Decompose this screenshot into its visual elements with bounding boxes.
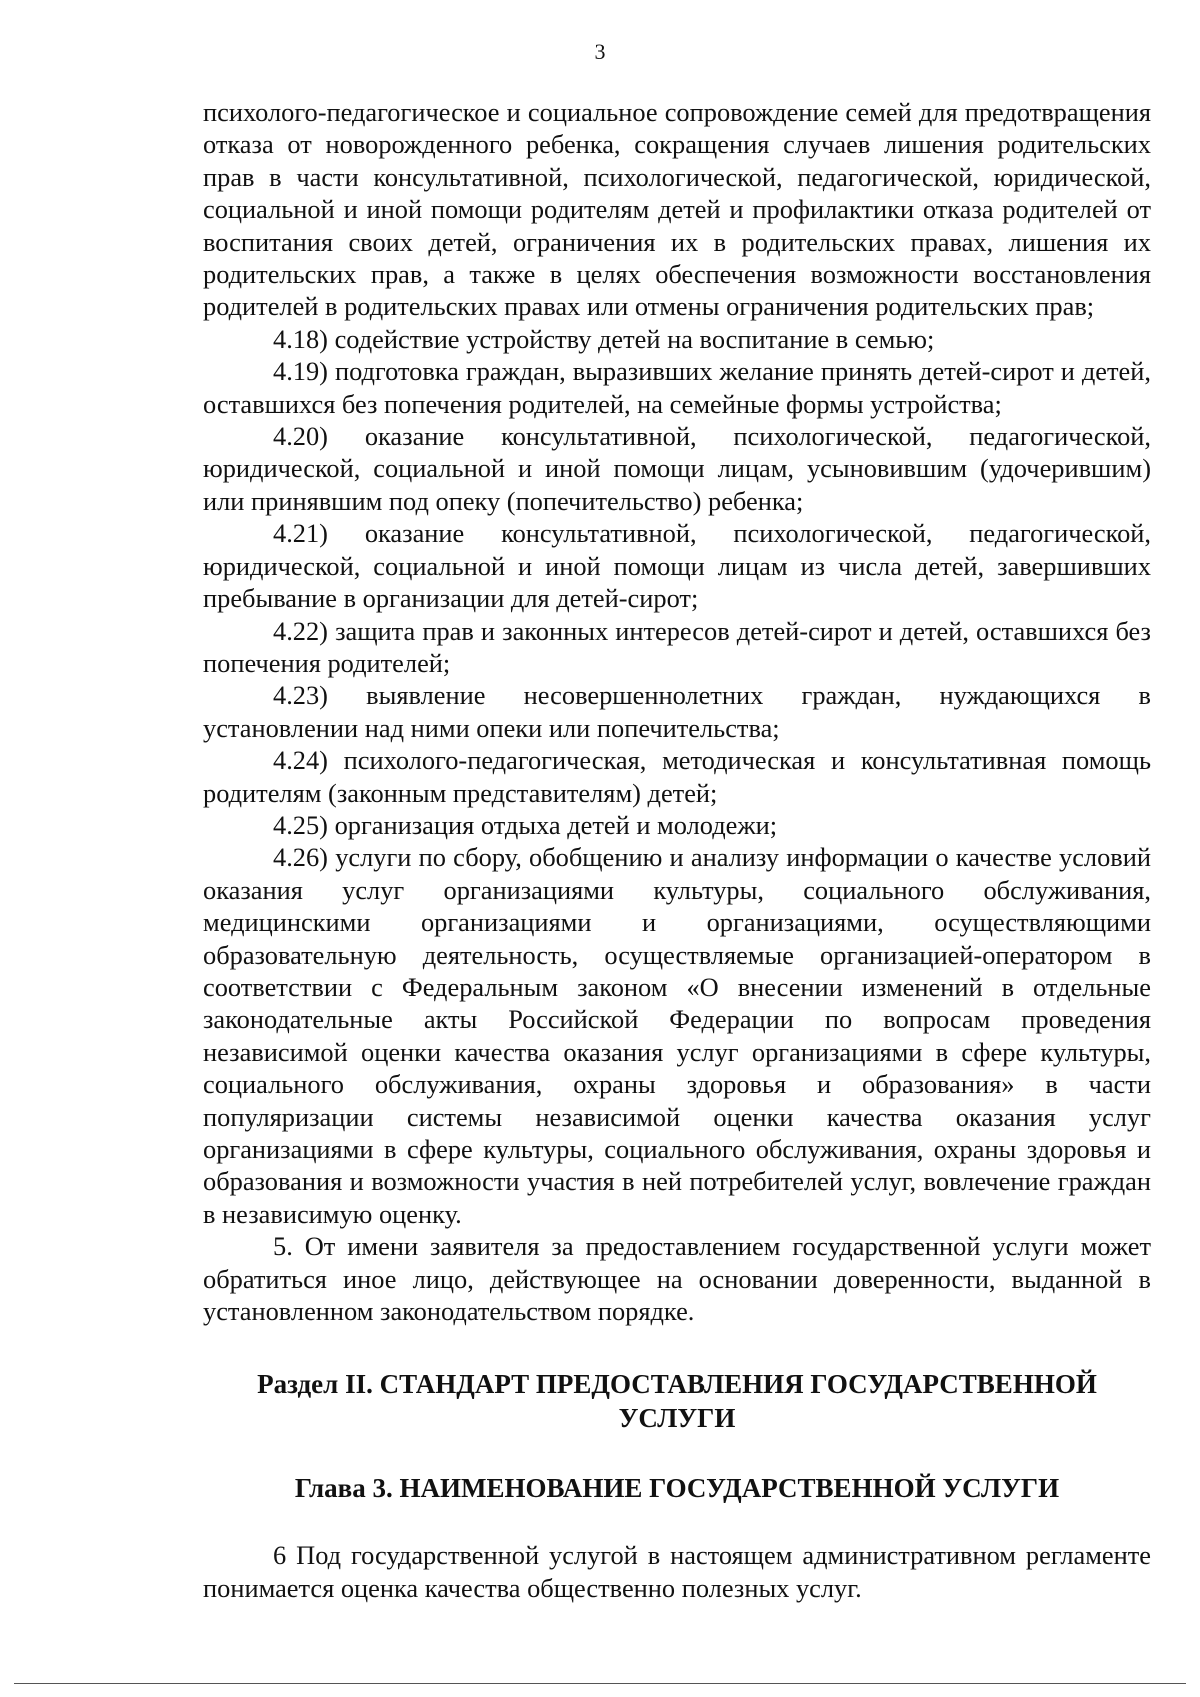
paragraph-4-22: 4.22) защита прав и законных интересов детей-сирот и детей, оставшихся без попечения родителей; bbox=[203, 615, 1151, 678]
paragraph-4-21: 4.21) оказание консультативной, психологической, педагогической, юридической, социальной и иной помощи лицам из числа детей, завершивших пребывание в организации для детей-сирот; bbox=[203, 518, 1151, 614]
page-number: 3 bbox=[594, 39, 606, 64]
paragraph-4-24: 4.24) психолого-педагогическая, методическая и консультативная помощь родителям (законным представителям) детей; bbox=[203, 745, 1151, 808]
chapter-heading: Глава 3. НАИМЕНОВАНИЕ ГОСУДАРСТВЕННОЙ УСЛУГИ bbox=[294, 1473, 1060, 1504]
bottom-scan-line bbox=[14, 1683, 1186, 1684]
paragraph-support-families: психолого-педагогическое и социальное сопровождение семей для предотвращения отказа от новорожденного ребенка, сокращения случаев лишения родительских прав в части консультативной, психологической, педагогической, юридической, социальной и иной помощи родителям детей и профилактики отказа родителей от воспитания своих детей, ограничения их в родительских правах, лишения их родительских прав, а также в целях обеспечения возможности восстановления родителей в родительских правах или отмены ограничения родительских прав; bbox=[203, 97, 1151, 322]
paragraph-4-23: 4.23) выявление несовершеннолетних граждан, нуждающихся в установлении над ними опеки или попечительства; bbox=[203, 680, 1151, 743]
paragraph-6: 6 Под государственной услугой в настоящем административном регламенте понимается оценка качества общественно полезных услуг. bbox=[203, 1540, 1151, 1603]
paragraph-5: 5. От имени заявителя за предоставлением государственной услуги может обратиться иное лицо, действующее на основании доверенности, выданной в установленном законодательством порядке. bbox=[203, 1231, 1151, 1327]
paragraph-4-20: 4.20) оказание консультативной, психологической, педагогической, юридической, социальной и иной помощи лицам, усыновившим (удочерившим) или принявшим под опеку (попечительство) ребенка; bbox=[203, 421, 1151, 516]
document-body bbox=[203, 96, 1151, 1604]
paragraph-4-25: 4.25) организация отдыха детей и молодежи; bbox=[273, 809, 778, 840]
paragraph-4-18: 4.18) содействие устройству детей на воспитание в семью; bbox=[273, 323, 935, 354]
paragraph-4-19: 4.19) подготовка граждан, выразивших желание принять детей-сирот и детей, оставшихся без попечения родителей, на семейные формы устройства; bbox=[203, 356, 1151, 419]
paragraph-4-26: 4.26) услуги по сбору, обобщению и анализу информации о качестве условий оказания услуг организациями культуры, социального обслуживания, медицинскими организациями и организациями, осуществляющими образовательную деятельность, осуществляемые организацией-оператором в соответствии с Федеральным законом «О внесении изменений в отдельные законодательные акты Российской Федерации по вопросам проведения независимой оценки качества оказания услуг организациями в сфере культуры, социального обслуживания, охраны здоровья и образования» в части популяризации системы независимой оценки качества оказания услуг организациями в сфере культуры, социального обслуживания, охраны здоровья и образования и возможности участия в ней потребителей услуг, вовлечение граждан в независимую оценку. bbox=[203, 842, 1151, 1229]
section-heading: Раздел II. СТАНДАРТ ПРЕДОСТАВЛЕНИЯ ГОСУДАРСТВЕННОЙ УСЛУГИ bbox=[257, 1369, 1097, 1434]
